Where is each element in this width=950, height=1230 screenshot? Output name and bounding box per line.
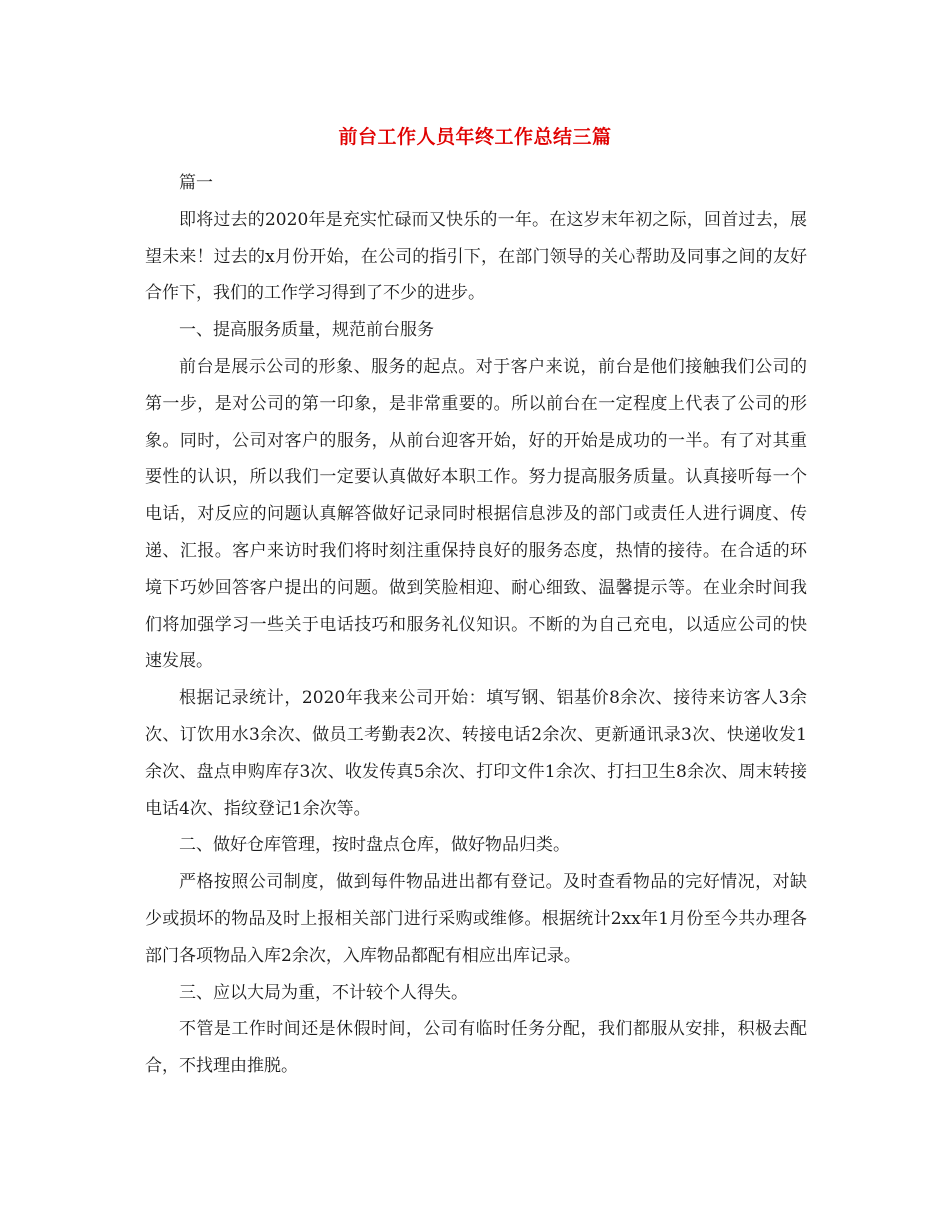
- paragraph: 根据记录统计，2020年我来公司开始：填写钢、铝基价8余次、接待来访客人3余次、订饮用水3余次、做员工考勤表2次、转接电话2余次、更新通讯录3次、快递收发1余次、盘点申购库存3次、收发传真5余次、打印文件1余次、打扫卫生8余次、周末转接电话4次、指纹登记1余次等。: [145, 688, 807, 819]
- paragraph: 严格按照公司制度，做到每件物品进出都有登记。及时查看物品的完好情况，对缺少或损坏的物品及时上报相关部门进行采购或维修。根据统计2xx年1月份至今共办理各部门各项物品入库2余次，入库物品都配有相应出库记录。: [145, 872, 807, 966]
- paragraph: 不管是工作时间还是休假时间，公司有临时任务分配，我们都服从安排，积极去配合，不找理由推脱。: [145, 1019, 807, 1077]
- document-title: 前台工作人员年终工作总结三篇: [338, 126, 612, 148]
- paragraph: 即将过去的2020年是充实忙碌而又快乐的一年。在这岁末年初之际，回首过去，展望未来！过去的x月份开始，在公司的指引下，在部门领导的关心帮助及同事之间的友好合作下，我们的工作学习得到了不少的进步。: [145, 209, 807, 304]
- section-label: 篇一: [179, 173, 213, 193]
- paragraph: 前台是展示公司的形象、服务的起点。对于客户来说，前台是他们接触我们公司的第一步，是对公司的第一印象，是非常重要的。所以前台在一定程度上代表了公司的形象。同时，公司对客户的服务，从前台迎客开始，好的开始是成功的一半。有了对其重要性的认识，所以我们一定要认真做好本职工作。努力提高服务质量。认真接听每一个电话，对反应的问题认真解答做好记录同时根据信息涉及的部门或责任人进行调度、传递、汇报。客户来访时我们将时刻注重保持良好的服务态度，热情的接待。在合适的环境下巧妙回答客户提出的问题。做到笑脸相迎、耐心细致、温馨提示等。在业余时间我们将加强学习一些关于电话技巧和服务礼仪知识。不断的为自己充电，以适应公司的快速发展。: [145, 356, 807, 672]
- section-heading: 三、应以大局为重，不计较个人得失。: [179, 982, 468, 1003]
- section-heading: 二、做好仓库管理，按时盘点仓库，做好物品归类。: [179, 835, 570, 856]
- document-body: [145, 165, 807, 1085]
- section-heading: 一、提高服务质量，规范前台服务: [179, 320, 434, 341]
